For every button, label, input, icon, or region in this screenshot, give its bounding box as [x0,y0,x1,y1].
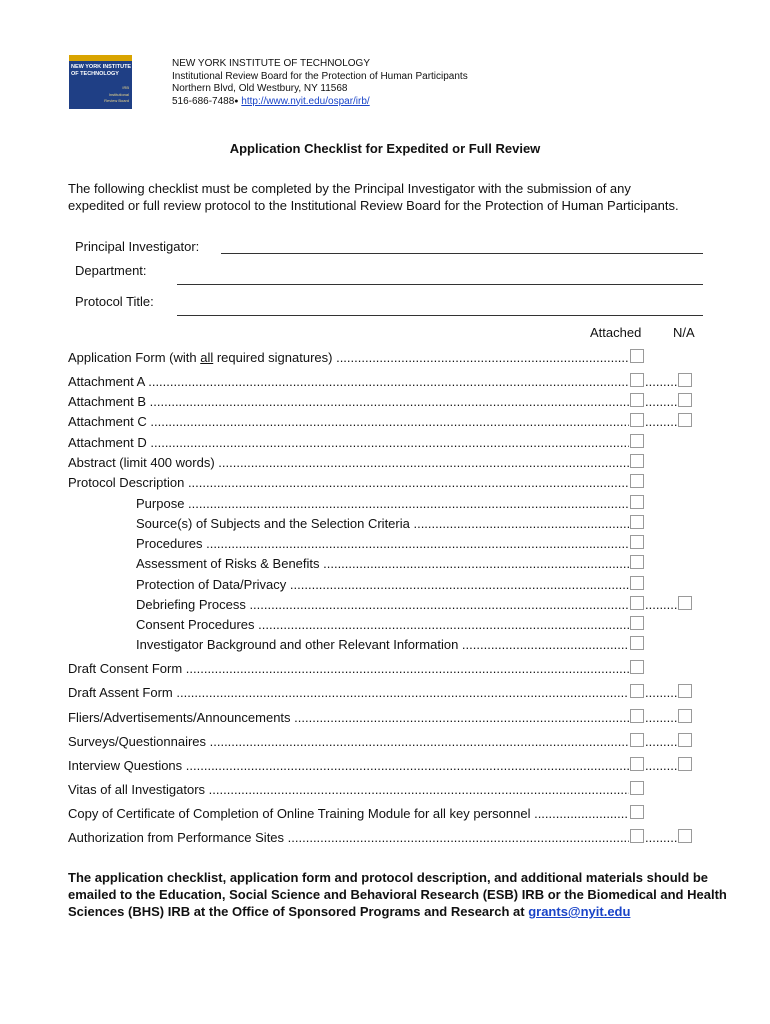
na-checkbox[interactable] [678,733,692,747]
intro-paragraph: The following checklist must be completed by the Principal Investigator with the submission of any expedited or full review protocol to the Institutional Review Board for the Protection of Human Participants. [68,181,679,213]
na-checkbox[interactable] [678,757,692,771]
row-label: Attachment D ..... [68,434,629,451]
row-label: Consent Procedures ..... [136,616,629,633]
checklist-row-sources-of-subjects [0,515,770,533]
logo-text-line4: Institutional [108,92,129,97]
na-checkbox[interactable] [678,373,692,387]
attached-checkbox[interactable] [630,684,644,698]
checklist-row-training-certificate [0,805,770,823]
attached-checkbox[interactable] [630,576,644,590]
logo-text-line2: OF TECHNOLOGY [71,71,119,77]
na-checkbox[interactable] [678,596,692,610]
attached-checkbox[interactable] [630,757,644,771]
checklist-row-abstract [0,454,770,472]
na-leader-dots [645,733,678,750]
checklist-row-attachment-d [0,434,770,452]
department-label: Department: [75,263,147,278]
row-label: Protocol Description ..... [68,474,629,491]
checklist-row-surveys [0,733,770,751]
phone: 516-686-7488 [172,95,235,107]
row-label: Application Form (with all required signatures) ..... [68,349,629,366]
checklist-row-performance-sites [0,829,770,847]
checklist-row-attachment-c [0,413,770,431]
na-leader-dots [645,596,678,613]
checklist-row-purpose [0,495,770,513]
row-label: Procedures ..... [136,535,629,552]
address: Northern Blvd, Old Westbury, NY 11568 [172,83,348,94]
attached-checkbox[interactable] [630,373,644,387]
institution-name: NEW YORK INSTITUTE OF TECHNOLOGY [172,58,370,69]
na-leader-dots [645,393,678,410]
row-label: Authorization from Performance Sites ..... [68,829,629,846]
checklist-row-investigator-background [0,636,770,654]
attached-checkbox[interactable] [630,555,644,569]
row-label: Purpose ..... [136,495,629,512]
row-label: Attachment C ..... [68,413,629,430]
page-title: Application Checklist for Expedited or Full Review [229,141,541,156]
na-leader-dots [645,373,678,390]
attached-checkbox[interactable] [630,454,644,468]
pi-input-line[interactable] [221,253,703,254]
checklist-row-fliers [0,709,770,727]
na-checkbox[interactable] [678,413,692,427]
department-input-line[interactable] [177,284,703,285]
row-label: Assessment of Risks & Benefits ..... [136,555,629,572]
attached-checkbox[interactable] [630,636,644,650]
na-leader-dots [645,757,678,774]
logo-text-line5: Review Board [104,98,129,103]
pi-label: Principal Investigator: [75,239,200,254]
checklist-row-draft-consent [0,660,770,678]
na-checkbox[interactable] [678,393,692,407]
checklist-row-procedures [0,535,770,553]
row-label: Copy of Certificate of Completion of Online Training Module for all key personnel ..... [68,805,629,822]
checklist-row-application-form [0,349,770,367]
row-label: Interview Questions ..... [68,757,629,774]
na-leader-dots [645,709,678,726]
row-label: Debriefing Process ..... [136,596,629,613]
checklist-row-attachment-a [0,373,770,391]
row-label: Attachment A ..... [68,373,629,390]
attached-checkbox[interactable] [630,515,644,529]
grants-email-link[interactable]: grants@nyit.edu [528,904,631,919]
row-label: Protection of Data/Privacy ..... [136,576,629,593]
na-column-header: N/A [673,325,695,340]
na-checkbox[interactable] [678,709,692,723]
attached-checkbox[interactable] [630,805,644,819]
na-checkbox[interactable] [678,829,692,843]
logo-text-line1: NEW YORK INSTITUTE [71,64,132,70]
attached-checkbox[interactable] [630,393,644,407]
checklist-row-protocol-description [0,474,770,492]
row-label: Abstract (limit 400 words) ..... [68,454,629,471]
checklist-row-interview-questions [0,757,770,775]
row-label: Attachment B ..... [68,393,629,410]
na-leader-dots [645,684,678,701]
attached-checkbox[interactable] [630,474,644,488]
nyit-logo [69,55,132,109]
submission-instructions: The application checklist, application form and protocol description, and additional materials should be emailed to the Education, Social Science and Behavioral Research (ESB) IRB or the Biomedical and Health Sciences (BHS) IRB at the Office of Sponsored Programs and Research at grants@nyit.edu [68,870,727,919]
checklist-row-debriefing [0,596,770,614]
protocol-title-label: Protocol Title: [75,294,154,309]
attached-checkbox[interactable] [630,660,644,674]
row-label: Surveys/Questionnaires ..... [68,733,629,750]
attached-checkbox[interactable] [630,709,644,723]
row-label: Fliers/Advertisements/Announcements ..... [68,709,629,726]
row-label: Investigator Background and other Relevant Information ..... [136,636,629,653]
board-name: Institutional Review Board for the Protection of Human Participants [172,70,468,82]
logo-text-line3: IRB [122,85,129,90]
attached-checkbox[interactable] [630,616,644,630]
row-label: Draft Consent Form ..... [68,660,629,677]
attached-checkbox[interactable] [630,349,644,363]
contact-line [172,96,468,109]
checklist-row-draft-assent [0,684,770,702]
bullet-icon: ● [234,97,239,105]
na-checkbox[interactable] [678,684,692,698]
checklist-row-data-privacy [0,576,770,594]
irb-website-link[interactable]: http://www.nyit.edu/ospar/irb/ [241,95,370,107]
row-label: Draft Assent Form ..... [68,684,629,701]
row-label: Vitas of all Investigators ..... [68,781,629,798]
attached-column-header: Attached [590,325,642,340]
checklist-row-attachment-b [0,393,770,411]
attached-checkbox[interactable] [630,596,644,610]
na-leader-dots [645,829,678,846]
attached-checkbox[interactable] [630,733,644,747]
protocol-title-input-line[interactable] [177,315,703,316]
row-label: Source(s) of Subjects and the Selection Criteria ..... [136,515,629,532]
logo-accent-bar [69,55,132,61]
attached-checkbox[interactable] [630,495,644,509]
letterhead [172,58,468,108]
attached-checkbox[interactable] [630,829,644,843]
attached-checkbox[interactable] [630,434,644,448]
checklist-row-risks-benefits [0,555,770,573]
checklist-row-vitas [0,781,770,799]
na-leader-dots [645,413,678,430]
attached-checkbox[interactable] [630,413,644,427]
checklist-row-consent-procedures [0,616,770,634]
attached-checkbox[interactable] [630,781,644,795]
attached-checkbox[interactable] [630,535,644,549]
all-underlined: all [200,350,214,365]
